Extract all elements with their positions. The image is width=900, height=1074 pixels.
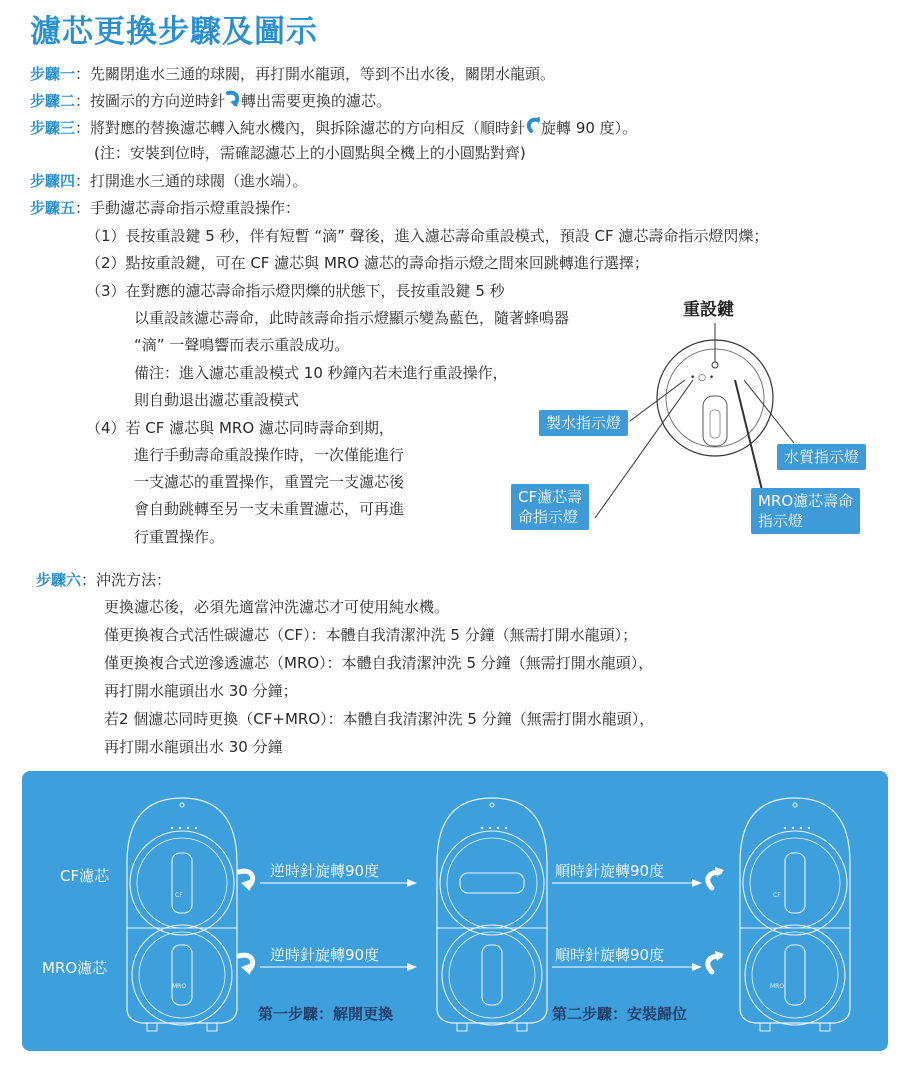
- ccw-arrow-icon: [225, 90, 241, 113]
- callout-water-making-indicator: 製水指示燈: [539, 410, 628, 436]
- caption-step-2: 第二步驟：安裝歸位: [552, 1005, 688, 1023]
- panel-drawing: [22, 771, 888, 1051]
- cf-filter-label: CF濾芯: [60, 867, 110, 885]
- step-5-item: 行重置操作。: [134, 528, 225, 546]
- step-5-item: “滴” 一聲鳴響而表示重設成功。: [134, 336, 350, 354]
- cw-rotate-text: 順時針旋轉90度: [555, 946, 665, 964]
- step-6-item: 再打開水龍頭出水 30 分鐘；: [104, 682, 298, 700]
- cf-tag: CF: [175, 892, 183, 899]
- page-title: 濾芯更換步驟及圖示: [30, 14, 318, 50]
- cw-arrow-icon: [525, 117, 541, 140]
- callout-water-quality-indicator: 水質指示燈: [777, 444, 866, 470]
- step-5-item: 則自動退出濾芯重設模式: [134, 391, 300, 409]
- step-5-sep: ：: [75, 199, 91, 217]
- step-3: [30, 117, 637, 140]
- step-5-item: （4）若 CF 濾芯與 MRO 濾芯同時壽命到期，: [86, 419, 394, 437]
- step-4-text: 打開進水三通的球閥（進水端）。: [90, 172, 308, 190]
- callout-mro-life-indicator: [751, 488, 860, 534]
- step-5-label: 步驟五: [30, 199, 76, 217]
- step-3-label: 步驟三: [30, 119, 76, 137]
- step-5-item: 一支濾芯的重置操作，重置完一支濾芯後: [134, 473, 405, 491]
- step-2-label: 步驟二: [30, 92, 76, 110]
- step-5-item: （2）點按重設鍵，可在 CF 濾芯與 MRO 濾芯的壽命指示燈之間來回跳轉進行選擇；: [86, 254, 649, 272]
- mro-tag: MRO: [770, 983, 785, 990]
- step-6-item: 再打開水龍頭出水 30 分鐘: [104, 738, 283, 756]
- step-2-text-a: 按圖示的方向逆時針: [90, 92, 226, 110]
- callout-cf-line: 命指示燈: [518, 508, 579, 526]
- step-1-text: 先關閉進水三通的球閥，再打開水龍頭，等到不出水後，關閉水龍頭。: [90, 65, 556, 83]
- step-3-text-a: 將對應的替換濾芯轉入純水機內，與拆除濾芯的方向相反（順時針: [90, 119, 526, 137]
- step-5-text: 手動濾芯壽命指示燈重設操作：: [90, 199, 301, 217]
- indicator-marks: • ○ •: [690, 373, 715, 383]
- step-6-item: 若2 個濾芯同時更換（CF+MRO）：本體自我清潔沖洗 5 分鐘（無需打開水龍頭），: [104, 710, 655, 728]
- step-5-item: （3）在對應的濾芯壽命指示燈閃爍的狀態下，長按重設鍵 5 秒: [86, 282, 505, 300]
- step-1-label: 步驟一: [30, 65, 76, 83]
- caption-step-1: 第一步驟：解開更換: [258, 1005, 394, 1023]
- step-3-note: (注：安裝到位時，需確認濾芯上的小圓點與全機上的小圓點對齊): [94, 144, 526, 162]
- step-5: [30, 198, 300, 218]
- step-5-item: 進行手動壽命重設操作時，一次僅能進行: [134, 446, 405, 464]
- step-6: [36, 570, 171, 590]
- step-3-text-b: 旋轉 90 度）。: [541, 119, 638, 137]
- ccw-rotate-icon: [235, 866, 261, 896]
- mro-filter-label: MRO濾芯: [42, 959, 108, 977]
- step-2: [30, 90, 391, 113]
- cw-rotate-text: 順時針旋轉90度: [555, 862, 665, 880]
- step-4-label: 步驟四: [30, 172, 76, 190]
- step-1-sep: ：: [75, 65, 91, 83]
- step-5-item: 會自動跳轉至另一支未重置濾芯，可再進: [134, 500, 405, 518]
- step-3-sep: ：: [75, 119, 91, 137]
- cf-tag: CF: [773, 892, 781, 899]
- ccw-rotate-text: 逆時針旋轉90度: [270, 946, 380, 964]
- cw-rotate-icon: [700, 866, 726, 896]
- mro-tag: MRO: [172, 983, 187, 990]
- step-6-sep: ：: [81, 571, 97, 589]
- step-6-label: 步驟六: [36, 571, 82, 589]
- callout-mro-line: 指示燈: [758, 512, 804, 530]
- step-4: [30, 171, 308, 191]
- step-5-item: 以重設該濾芯壽命，此時該壽命指示燈顯示變為藍色，隨著蜂鳴器: [134, 309, 570, 327]
- step-2-text-b: 轉出需要更換的濾芯。: [241, 92, 392, 110]
- step-2-sep: ：: [75, 92, 91, 110]
- cw-rotate-icon: [700, 950, 726, 980]
- step-6-item: 僅更換複合式逆滲透濾芯（MRO）：本體自我清潔沖洗 5 分鐘（無需打開水龍頭），: [104, 654, 654, 672]
- step-6-text: 沖洗方法：: [96, 571, 172, 589]
- ccw-rotate-text: 逆時針旋轉90度: [270, 862, 380, 880]
- step-5-item: （1）長按重設鍵 5 秒，伴有短暫 “滴” 聲後，進入濾芯壽命重設模式，預設 CF 濾芯壽命指示燈閃爍；: [86, 227, 769, 245]
- callout-mro-line: MRO濾芯壽命: [758, 492, 854, 510]
- callout-cf-life-indicator: [511, 484, 589, 530]
- ccw-rotate-icon: [235, 950, 261, 980]
- step-4-sep: ：: [75, 172, 91, 190]
- step-6-item: 更換濾芯後，必須先適當沖洗濾芯才可使用純水機。: [104, 598, 450, 616]
- step-6-item: 僅更換複合式活性碳濾芯（CF）：本體自我清潔沖洗 5 分鐘（無需打開水龍頭）；: [104, 626, 638, 644]
- step-5-item: 備注：進入濾芯重設模式 10 秒鐘內若未進行重設操作，: [134, 364, 508, 382]
- callout-cf-line: CF濾芯壽: [518, 488, 583, 506]
- step-1: [30, 64, 555, 84]
- reset-key-label: 重設鍵: [683, 300, 734, 320]
